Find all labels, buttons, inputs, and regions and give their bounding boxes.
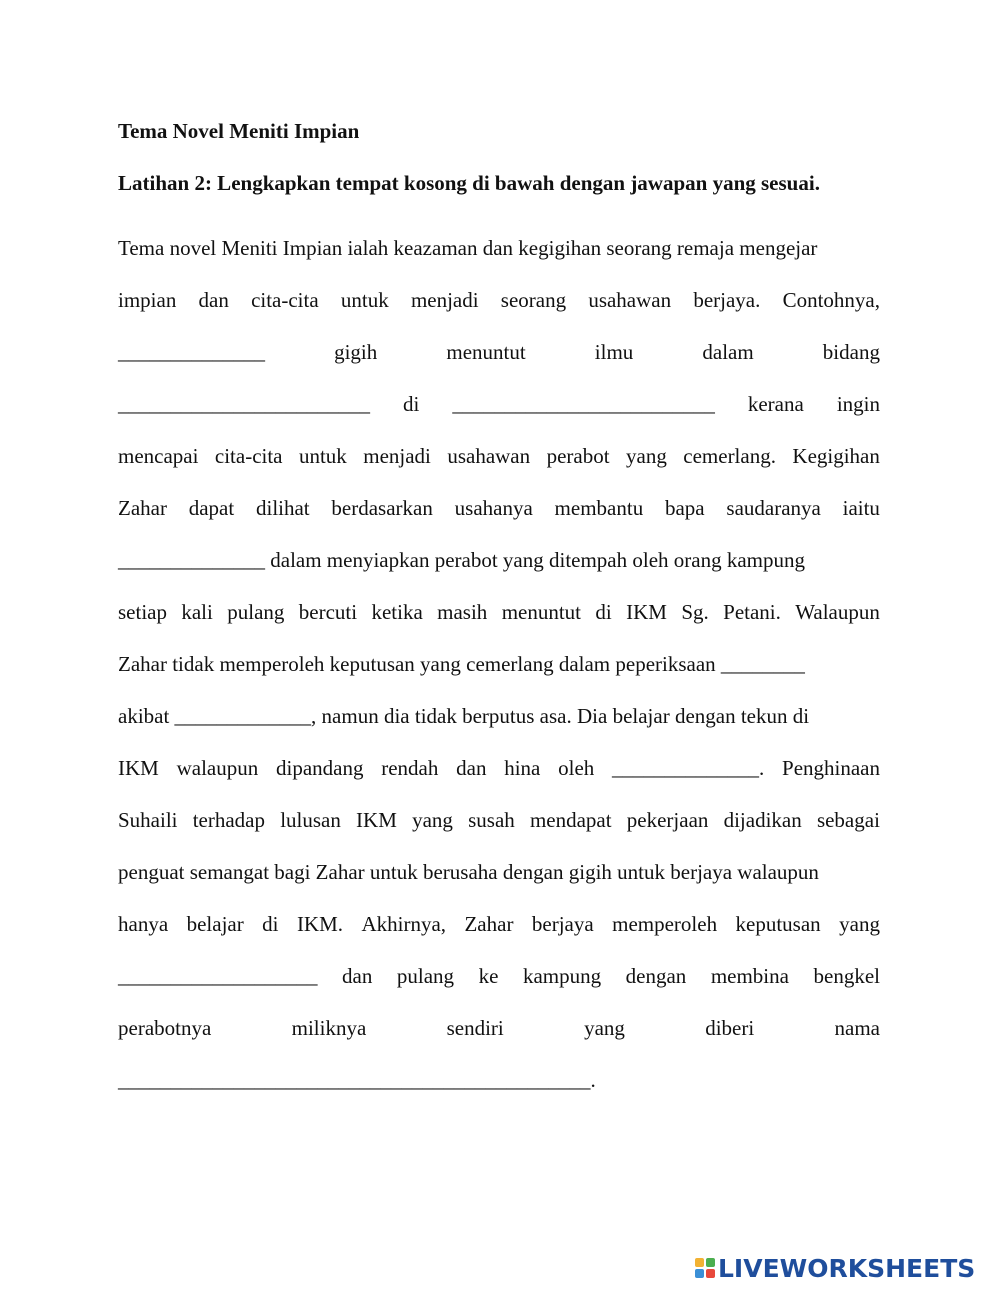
passage-word: Petani.	[723, 600, 781, 624]
passage-line	[118, 690, 880, 742]
passage-word: Penghinaan	[782, 756, 880, 780]
passage-word: pekerjaan	[626, 808, 709, 832]
passage-word: ketika	[371, 600, 423, 624]
answer-blank[interactable]: akibat _____________, namun dia tidak berputus asa. Dia belajar dengan tekun di	[118, 704, 810, 728]
passage-line	[118, 638, 880, 690]
passage-word: masih	[437, 600, 488, 624]
passage-word: Zahar	[118, 496, 167, 520]
passage-word: IKM	[118, 756, 159, 780]
passage-word: impian	[118, 288, 177, 312]
passage-word: gigih	[334, 340, 378, 364]
passage-word: Suhaili	[118, 808, 178, 832]
passage-word: ke	[478, 964, 499, 988]
passage-word: usahawan	[588, 288, 672, 312]
passage-word: dan	[342, 964, 373, 988]
passage-word: di	[403, 392, 420, 416]
passage-word: saudaranya	[726, 496, 821, 520]
passage-word: setiap	[118, 600, 167, 624]
passage-word: pulang	[396, 964, 455, 988]
passage-word: ingin	[836, 392, 880, 416]
passage-word: kampung	[522, 964, 602, 988]
passage-word: dilihat	[255, 496, 310, 520]
passage-line	[118, 950, 880, 1002]
passage-word: dan	[456, 756, 487, 780]
passage-line	[118, 898, 880, 950]
passage-word: menjadi	[410, 288, 479, 312]
passage-word: mencapai	[118, 444, 199, 468]
answer-blank[interactable]: ___________________	[118, 964, 318, 988]
passage-word: belajar	[186, 912, 244, 936]
passage-line	[118, 326, 880, 378]
passage-word: penguat semangat bagi Zahar untuk berusaha dengan gigih untuk berjaya walaupun	[118, 860, 819, 884]
passage-word: Akhirnya,	[361, 912, 447, 936]
passage-word: dijadikan	[723, 808, 802, 832]
passage-word: untuk	[298, 444, 347, 468]
passage-word: dengan	[625, 964, 687, 988]
answer-blank[interactable]: ______________.	[612, 756, 765, 780]
answer-blank[interactable]: ______________ dalam menyiapkan perabot yang ditempah oleh orang kampung	[118, 548, 806, 572]
answer-blank[interactable]: _____________________________________________.	[118, 1068, 596, 1092]
passage-word: yang	[626, 444, 667, 468]
liveworksheets-logo	[695, 1252, 975, 1284]
passage-word: bengkel	[813, 964, 880, 988]
passage-word: keputusan	[735, 912, 821, 936]
passage-word: mendapat	[529, 808, 612, 832]
passage-line	[118, 482, 880, 534]
logo-text: LIVEWORKSHEETS	[718, 1253, 976, 1283]
passage-line	[118, 274, 880, 326]
passage-word: Walaupun	[795, 600, 880, 624]
passage-word: sendiri	[446, 1016, 504, 1040]
passage-word: seorang	[500, 288, 567, 312]
exercise-instruction: Latihan 2: Lengkapkan tempat kosong di bawah dengan jawapan yang sesuai.	[118, 171, 820, 195]
passage-line	[118, 586, 880, 638]
answer-blank[interactable]: Zahar tidak memperoleh keputusan yang cemerlang dalam peperiksaan ________	[118, 652, 805, 676]
passage-word: berjaya.	[693, 288, 761, 312]
passage-word: IKM	[626, 600, 667, 624]
passage-line	[118, 1002, 880, 1054]
passage-word: cita-cita	[214, 444, 283, 468]
passage-word: di	[595, 600, 612, 624]
passage-word: menuntut	[446, 340, 526, 364]
passage-word: lulusan	[280, 808, 341, 832]
passage-line	[118, 534, 880, 586]
passage-word: dapat	[188, 496, 235, 520]
passage-text	[118, 222, 880, 1106]
passage-word: susah	[468, 808, 515, 832]
passage-word: perabotnya	[118, 1016, 212, 1040]
passage-line	[118, 378, 880, 430]
passage-line	[118, 742, 880, 794]
passage-word: kerana	[747, 392, 804, 416]
passage-word: yang	[839, 912, 880, 936]
passage-word: Tema novel Meniti Impian ialah keazaman dan kegigihan seorang remaja mengejar	[118, 236, 818, 260]
passage-word: miliknya	[291, 1016, 367, 1040]
passage-word: terhadap	[192, 808, 265, 832]
passage-word: ilmu	[594, 340, 634, 364]
passage-line	[118, 794, 880, 846]
passage-word: pulang	[227, 600, 285, 624]
passage-word: dan	[198, 288, 229, 312]
passage-word: bapa	[664, 496, 705, 520]
passage-word: yang	[584, 1016, 625, 1040]
answer-blank[interactable]: ________________________	[118, 392, 370, 416]
liveworksheets-logo-icon	[695, 1258, 715, 1278]
passage-line	[118, 222, 880, 274]
passage-word: hina	[504, 756, 541, 780]
passage-word: Zahar	[464, 912, 514, 936]
passage-word: iaitu	[842, 496, 880, 520]
passage-word: dipandang	[276, 756, 364, 780]
passage-word: usahawan	[447, 444, 531, 468]
passage-word: cita-cita	[251, 288, 319, 312]
passage-word: memperoleh	[612, 912, 718, 936]
passage-word: berdasarkan	[331, 496, 433, 520]
passage-word: di	[262, 912, 279, 936]
passage-word: bercuti	[298, 600, 358, 624]
passage-word: perabot	[546, 444, 610, 468]
passage-line	[118, 1054, 880, 1106]
page-title: Tema Novel Meniti Impian	[118, 119, 360, 143]
answer-blank[interactable]: _________________________	[452, 392, 715, 416]
passage-word: menuntut	[501, 600, 582, 624]
passage-word: cemerlang.	[683, 444, 776, 468]
passage-word: yang	[412, 808, 453, 832]
passage-word: menjadi	[363, 444, 431, 468]
passage-word: Sg.	[681, 600, 709, 624]
passage-word: membantu	[554, 496, 644, 520]
passage-word: membina	[710, 964, 789, 988]
passage-line	[118, 846, 880, 898]
passage-word: diberi	[705, 1016, 755, 1040]
passage-word: IKM.	[296, 912, 344, 936]
passage-line	[118, 430, 880, 482]
passage-word: usahanya	[454, 496, 533, 520]
passage-word: nama	[834, 1016, 880, 1040]
passage-word: oleh	[558, 756, 595, 780]
passage-word: sebagai	[816, 808, 880, 832]
passage-word: Kegigihan	[792, 444, 880, 468]
passage-word: kali	[181, 600, 213, 624]
passage-word: rendah	[381, 756, 439, 780]
passage-word: untuk	[340, 288, 389, 312]
passage-word: hanya	[118, 912, 169, 936]
passage-word: dalam	[702, 340, 754, 364]
passage-word: IKM	[356, 808, 397, 832]
passage-word: Contohnya,	[782, 288, 880, 312]
passage-word: walaupun	[176, 756, 259, 780]
answer-blank[interactable]: ______________	[118, 340, 265, 364]
passage-word: bidang	[822, 340, 880, 364]
passage-word: berjaya	[531, 912, 594, 936]
